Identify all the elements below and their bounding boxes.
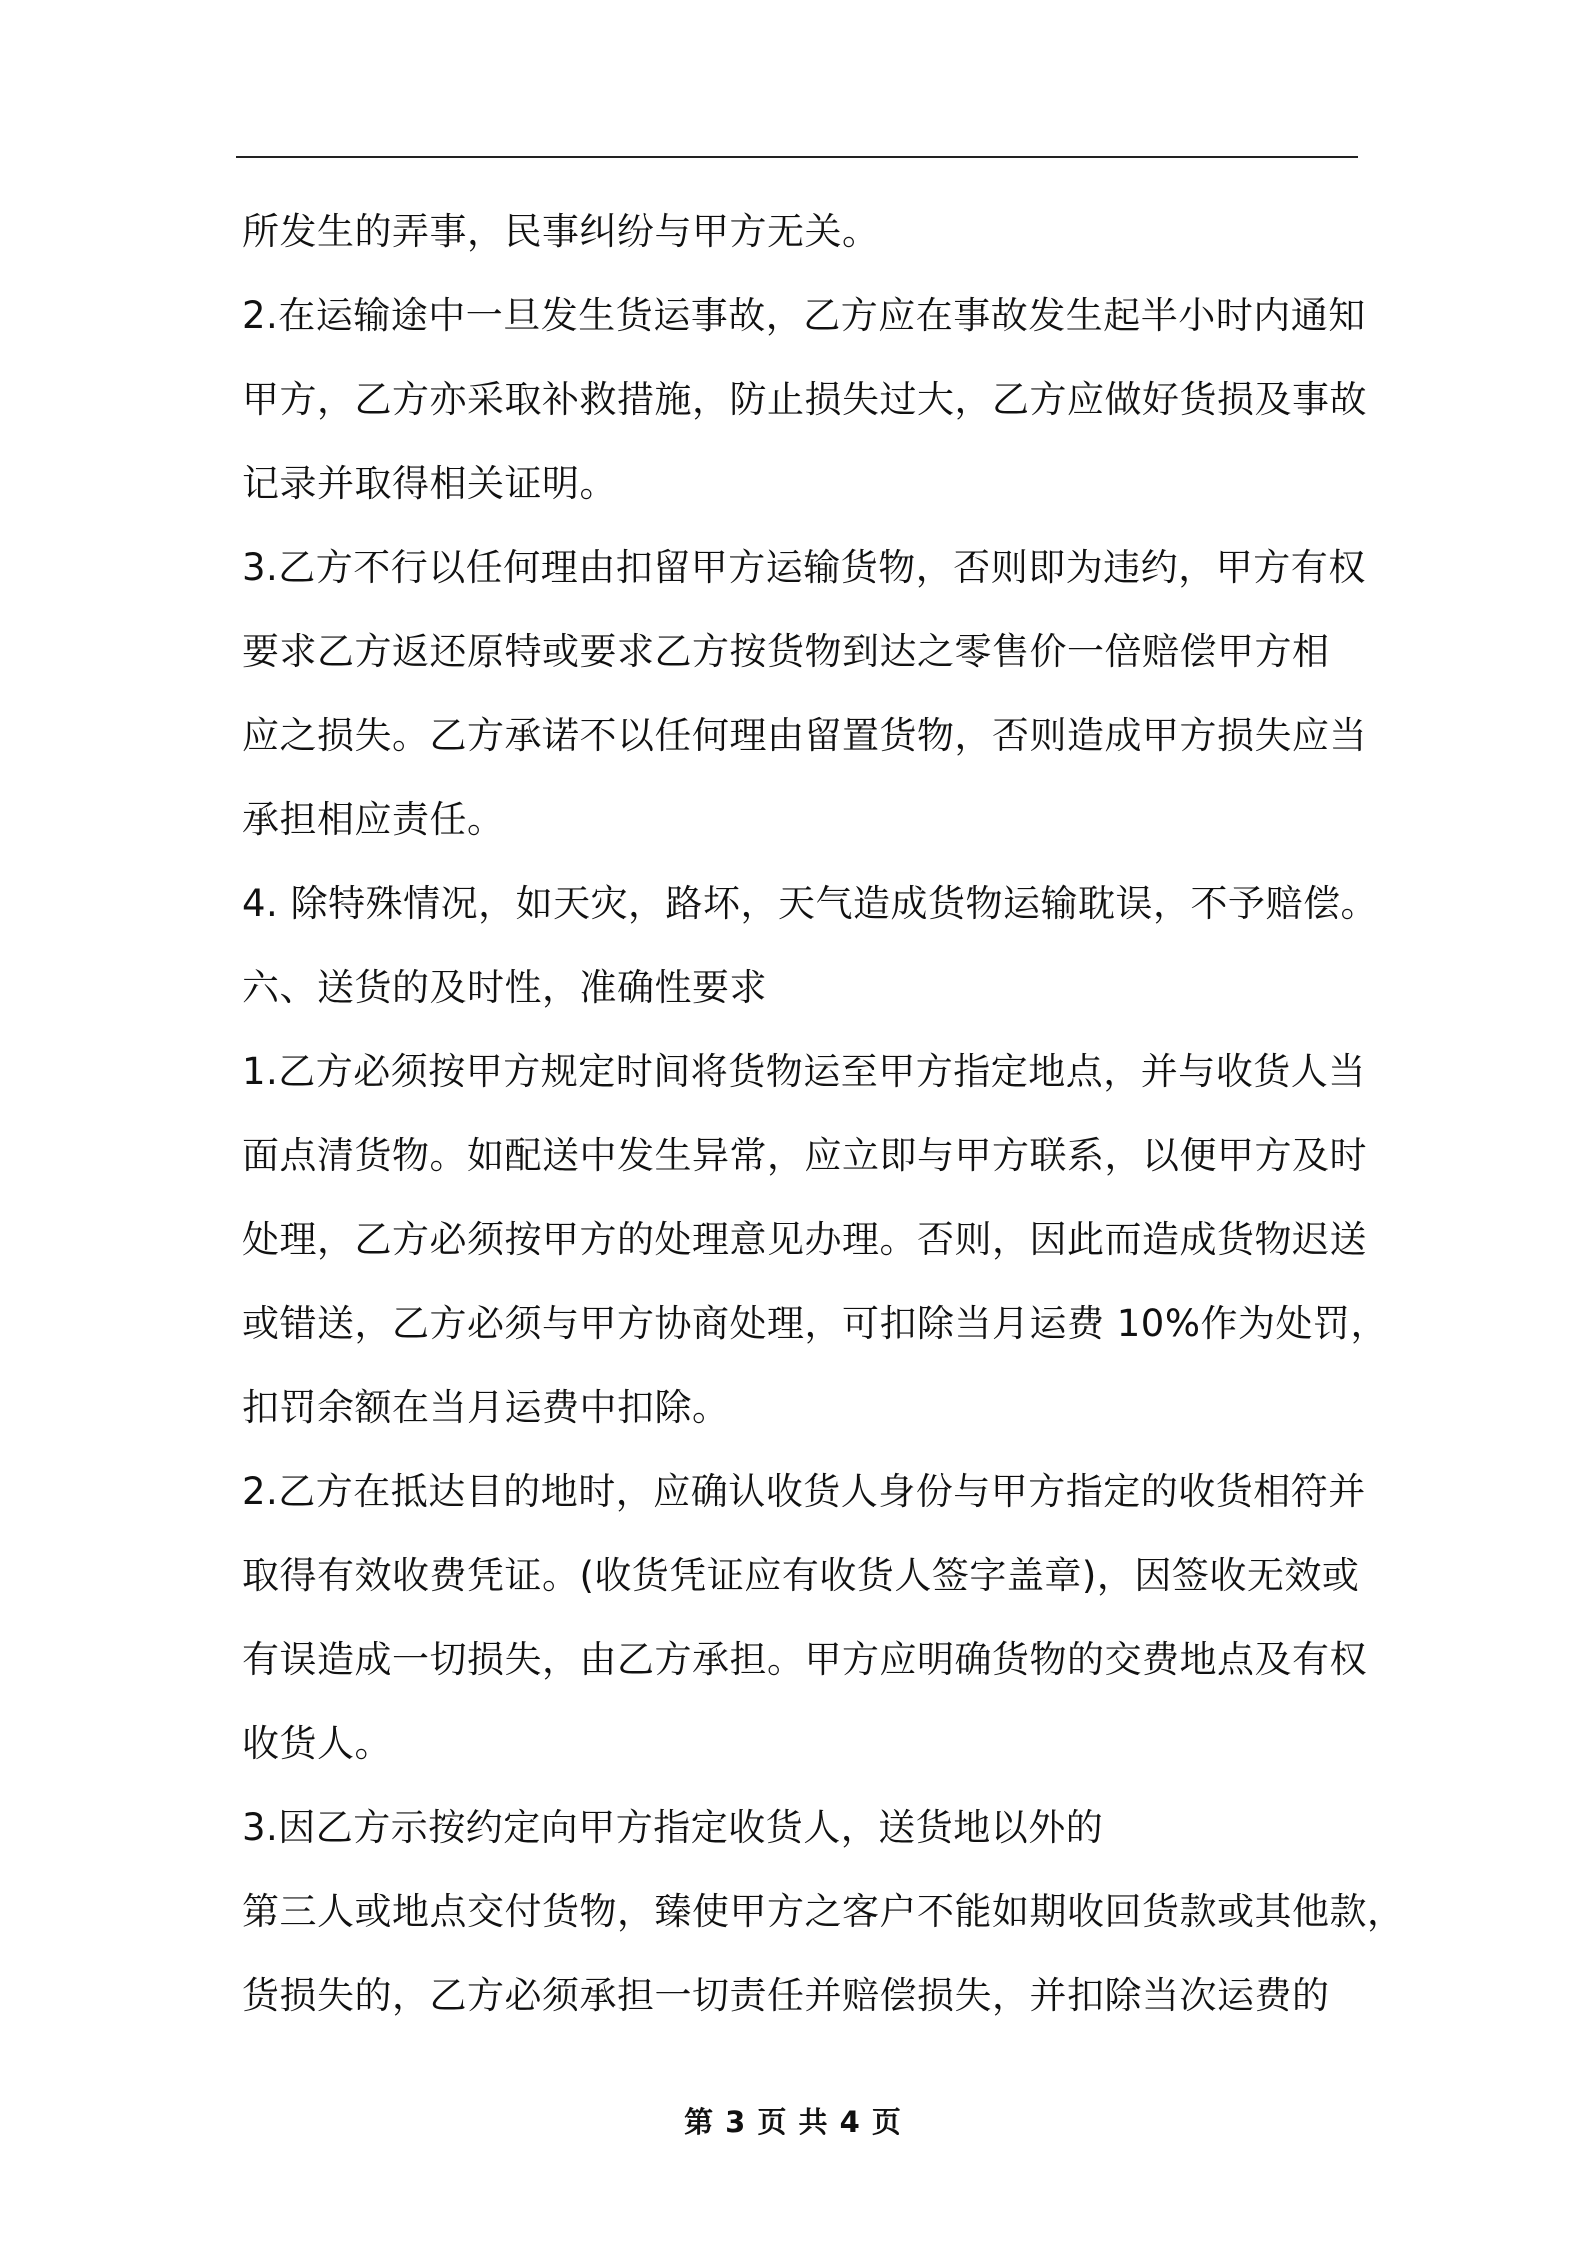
text-line: 甲方，乙方亦采取补救措施，防止损失过大，乙方应做好货损及事故 xyxy=(242,378,1367,421)
text-line: 要求乙方返还原特或要求乙方按货物到达之零售价一倍赔偿甲方相 xyxy=(242,630,1330,673)
text-line: 面点清货物。如配送中发生异常，应立即与甲方联系，以便甲方及时 xyxy=(242,1134,1367,1177)
text-line: 货损失的，乙方必须承担一切责任并赔偿损失，并扣除当次运费的 xyxy=(242,1974,1330,2017)
text-line: 2.在运输途中一旦发生货运事故，乙方应在事故发生起半小时内通知 xyxy=(242,294,1366,337)
section-heading: 六、送货的及时性，准确性要求 xyxy=(242,966,767,1009)
text-line: 处理，乙方必须按甲方的处理意见办理。否则，因此而造成货物迟送 xyxy=(242,1218,1367,1261)
page-number-footer: 第 3 页 共 4 页 xyxy=(684,2105,902,2139)
text-line: 取得有效收费凭证。(收货凭证应有收货人签字盖章)，因签收无效或 xyxy=(242,1554,1360,1597)
text-line: 记录并取得相关证明。 xyxy=(242,462,617,505)
text-line: 收货人。 xyxy=(242,1722,392,1765)
text-line: 第三人或地点交付货物，臻使甲方之客户不能如期收回货款或其他款， xyxy=(242,1890,1405,1933)
text-line: 所发生的弄事，民事纠纷与甲方无关。 xyxy=(242,210,880,253)
text-line: 3.乙方不行以任何理由扣留甲方运输货物，否则即为违约，甲方有权 xyxy=(242,546,1366,589)
text-line: 承担相应责任。 xyxy=(242,798,505,841)
text-line: 1.乙方必须按甲方规定时间将货物运至甲方指定地点，并与收货人当 xyxy=(242,1050,1366,1093)
text-line: 或错送，乙方必须与甲方协商处理，可扣除当月运费 10%作为处罚， xyxy=(242,1302,1388,1345)
header-rule xyxy=(236,156,1358,158)
text-line: 有误造成一切损失，由乙方承担。甲方应明确货物的交费地点及有权 xyxy=(242,1638,1367,1681)
text-line: 2.乙方在抵达目的地时，应确认收货人身份与甲方指定的收货相符并 xyxy=(242,1470,1366,1513)
text-line: 扣罚余额在当月运费中扣除。 xyxy=(242,1386,730,1429)
text-line: 4. 除特殊情况，如天灾，路坏，天气造成货物运输耽误，不予赔偿。 xyxy=(242,882,1379,925)
text-line: 3.因乙方示按约定向甲方指定收货人，送货地以外的 xyxy=(242,1806,1104,1849)
text-line: 应之损失。乙方承诺不以任何理由留置货物，否则造成甲方损失应当 xyxy=(242,714,1367,757)
contract-body xyxy=(242,190,1405,2038)
